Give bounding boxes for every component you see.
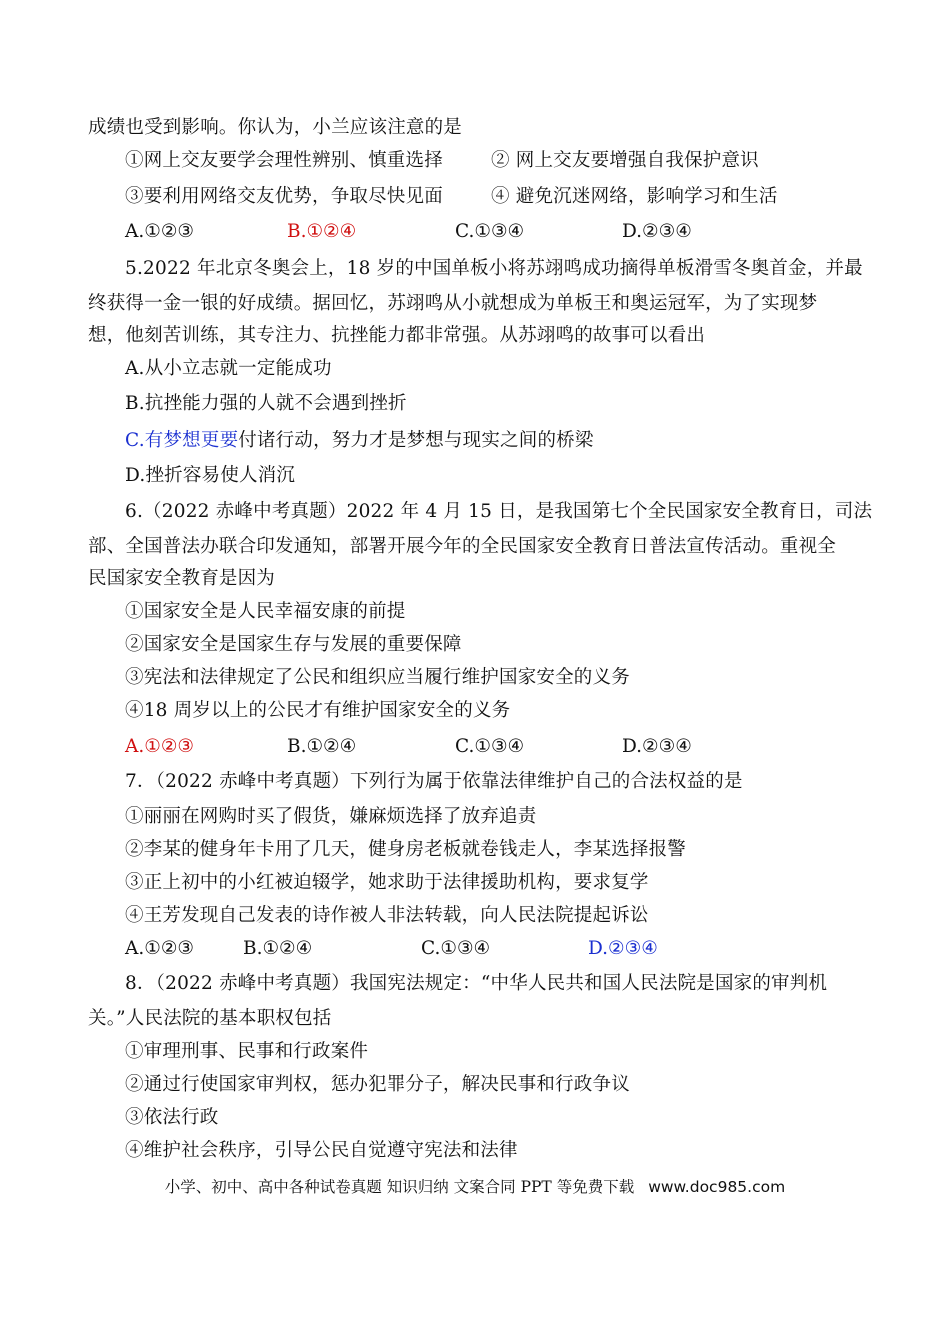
q8-statement-2: ②通过行使国家审判权，惩办犯罪分子，解决民事和行政争议	[125, 1074, 630, 1095]
q8-stem-line-2: 关。”人民法院的基本职权包括	[88, 1008, 332, 1029]
q6-option-b: B.①②④	[287, 736, 357, 757]
q4-option-d: D.②③④	[622, 221, 692, 242]
q7-option-a: A.①②③	[125, 938, 194, 959]
q6-statement-3: ③宪法和法律规定了公民和组织应当履行维护国家安全的义务	[125, 667, 630, 688]
q7-statement-3: ③正上初中的小红被迫辍学，她求助于法律援助机构，要求复学	[125, 872, 649, 893]
q8-statement-3: ③依法行政	[125, 1107, 219, 1128]
q5-stem-line-2: 终获得一金一银的好成绩。据回忆，苏翊鸣从小就想成为单板王和奥运冠军，为了实现梦	[88, 293, 818, 314]
q8-stem-line-1: 8．（2022 赤峰中考真题）我国宪法规定：“中华人民共和国人民法院是国家的审判机	[125, 973, 828, 994]
footer-text: 小学、初中、高中各种试卷真题 知识归纳 文案合同 PPT 等免费下载	[164, 1178, 635, 1196]
q4-statement-2: ② 网上交友要增强自我保护意识	[491, 150, 759, 171]
q7-statement-1: ①丽丽在网购时买了假货，嫌麻烦选择了放弃追责	[125, 806, 537, 827]
q5-option-d: D.挫折容易使人消沉	[125, 465, 296, 486]
q6-option-c: C.①③④	[455, 736, 525, 757]
q4-statement-1: ①网上交友要学会理性辨别、慎重选择	[125, 150, 443, 171]
q6-statement-1: ①国家安全是人民幸福安康的前提	[125, 601, 406, 622]
q7-option-b: B.①②④	[243, 938, 313, 959]
q6-statement-2: ②国家安全是国家生存与发展的重要保障	[125, 634, 462, 655]
q5-option-b: B.抗挫能力强的人就不会遇到挫折	[125, 393, 407, 414]
q6-stem-line-2: 部、全国普法办联合印发通知，部署开展今年的全民国家安全教育日普法宣传活动。重视全	[88, 536, 837, 557]
q6-option-d: D.②③④	[622, 736, 692, 757]
q4-option-b-answer: B.①②④	[287, 221, 357, 242]
q6-stem-line-3: 民国家安全教育是因为	[88, 568, 276, 589]
footer-url[interactable]: www.doc985.com	[648, 1178, 786, 1196]
q8-statement-4: ④维护社会秩序，引导公民自觉遵守宪法和法律	[125, 1140, 518, 1161]
q4-statement-4: ④ 避免沉迷网络，影响学习和生活	[491, 186, 778, 207]
q5-option-a: A.从小立志就一定能成功	[125, 358, 332, 379]
q5-stem-line-3: 想，他刻苦训练，其专注力、抗挫能力都非常强。从苏翊鸣的故事可以看出	[88, 325, 706, 346]
q7-statement-4: ④王芳发现自己发表的诗作被人非法转载，向人民法院提起诉讼	[125, 905, 649, 926]
q5-option-c	[125, 428, 594, 454]
q4-stem-continuation: 成绩也受到影响。你认为，小兰应该注意的是	[88, 117, 463, 138]
q7-statement-2: ②李某的健身年卡用了几天，健身房老板就卷钱走人，李某选择报警	[125, 839, 687, 860]
q5-option-c-answer-highlight: C.有梦想更要	[125, 430, 239, 451]
q8-statement-1: ①审理刑事、民事和行政案件	[125, 1041, 369, 1062]
q7-option-d-answer: D.②③④	[588, 938, 658, 959]
q4-option-a: A.①②③	[125, 221, 194, 242]
q7-stem: 7．（2022 赤峰中考真题）下列行为属于依靠法律维护自己的合法权益的是	[125, 771, 743, 792]
q4-option-c: C.①③④	[455, 221, 525, 242]
q6-stem-line-1: 6.（2022 赤峰中考真题）2022 年 4 月 15 日，是我国第七个全民国家安全教育日，司法	[125, 501, 873, 522]
q7-option-c: C.①③④	[421, 938, 491, 959]
page-footer	[0, 1175, 950, 1197]
q6-statement-4: ④18 周岁以上的公民才有维护国家安全的义务	[125, 700, 511, 721]
q5-option-c-rest: 付诸行动，努力才是梦想与现实之间的桥梁	[238, 430, 594, 451]
q5-stem-line-1: 5.2022 年北京冬奥会上，18 岁的中国单板小将苏翊鸣成功摘得单板滑雪冬奥首金，并最	[125, 258, 863, 279]
q4-statement-3: ③要利用网络交友优势，争取尽快见面	[125, 186, 443, 207]
q6-option-a-answer: A.①②③	[125, 736, 194, 757]
